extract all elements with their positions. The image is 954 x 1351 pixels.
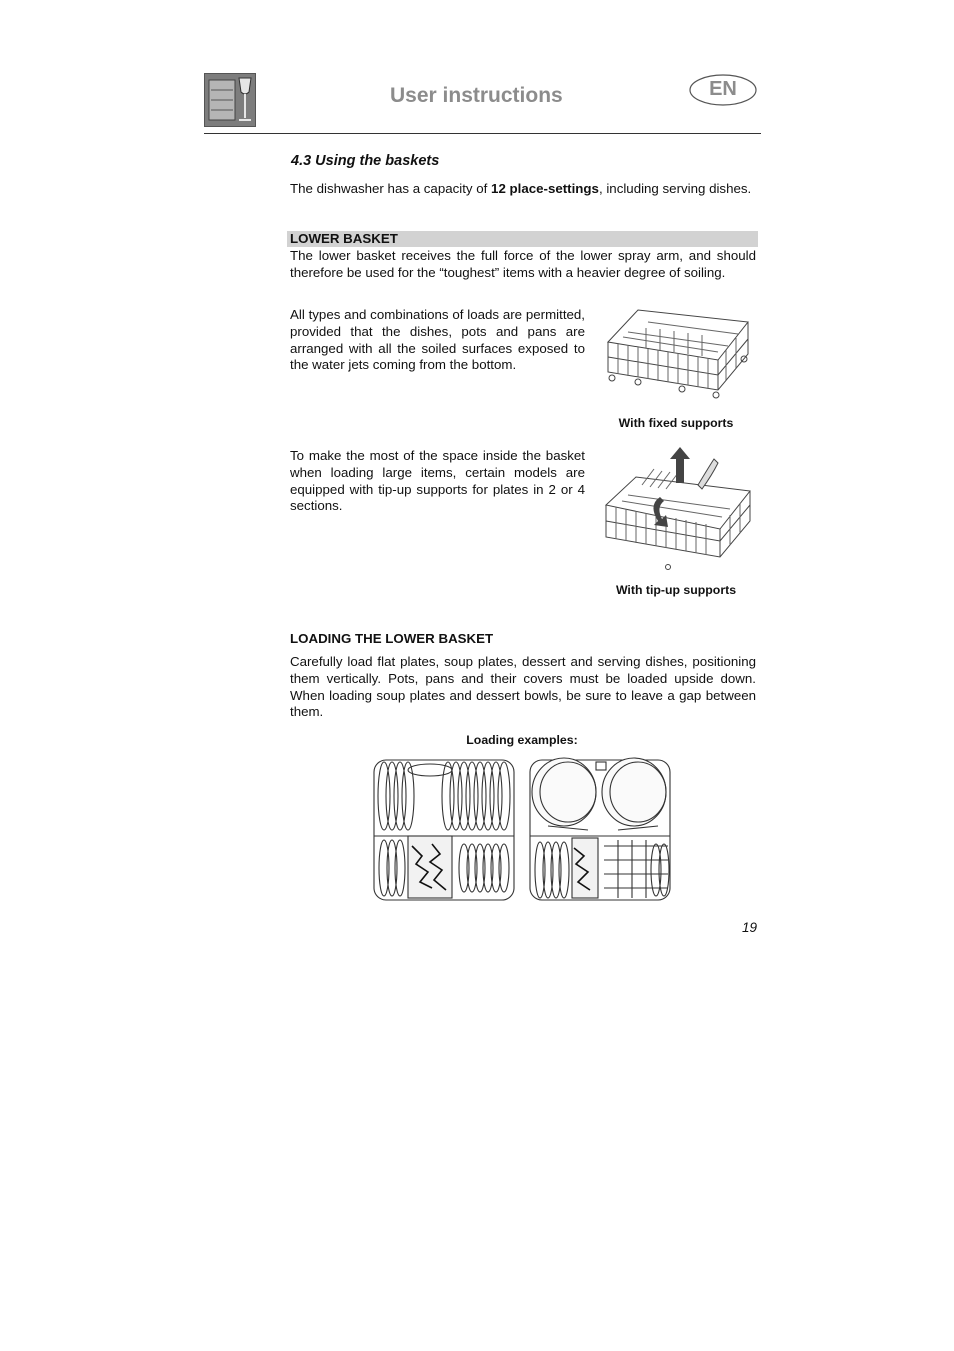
loading-examples-caption: Loading examples: xyxy=(466,733,578,747)
loading-text: Carefully load flat plates, soup plates, dessert and serving dishes, positioning them vertically. Pots, pans and their covers must be loaded upside down. When loading soup plates and dessert bowls, be sure to leave a gap between them. xyxy=(290,654,756,720)
dishwasher-logo-icon xyxy=(204,73,256,127)
loading-example-plates-image xyxy=(372,756,516,904)
tipup-supports-basket-image xyxy=(598,445,754,577)
intro-text-start: The dishwasher has a capacity of xyxy=(290,181,492,196)
language-badge: EN xyxy=(709,78,737,100)
loading-example-pots-image xyxy=(528,756,674,904)
intro-text-end: , including serving dishes. xyxy=(598,181,752,196)
intro-bold-capacity: 12 place-settings xyxy=(491,181,599,196)
intro-paragraph xyxy=(290,181,761,198)
loading-heading: LOADING THE LOWER BASKET xyxy=(290,631,494,646)
caption-tipup-supports: With tip-up supports xyxy=(615,583,737,597)
lower-basket-heading: LOWER BASKET xyxy=(290,231,398,246)
page-title: User instructions xyxy=(390,84,563,107)
page-number: 19 xyxy=(742,920,758,935)
header-divider xyxy=(204,133,761,134)
loads-paragraph: All types and combinations of loads are permitted, provided that the dishes, pots and pans are arranged with all the soiled surfaces exposed to the water jets coming from the bottom. xyxy=(290,307,585,373)
tipup-paragraph: To make the most of the space inside the basket when loading large items, certain models are equipped with tip-up supports for plates in 2 or 4 sections. xyxy=(290,448,585,514)
lower-basket-text: The lower basket receives the full force of the lower spray arm, and should therefore be used for the “toughest” items with a heavier degree of soiling. xyxy=(290,248,756,280)
fixed-supports-basket-image xyxy=(598,302,754,410)
section-heading: 4.3 Using the baskets xyxy=(291,153,440,169)
caption-fixed-supports: With fixed supports xyxy=(618,416,734,430)
